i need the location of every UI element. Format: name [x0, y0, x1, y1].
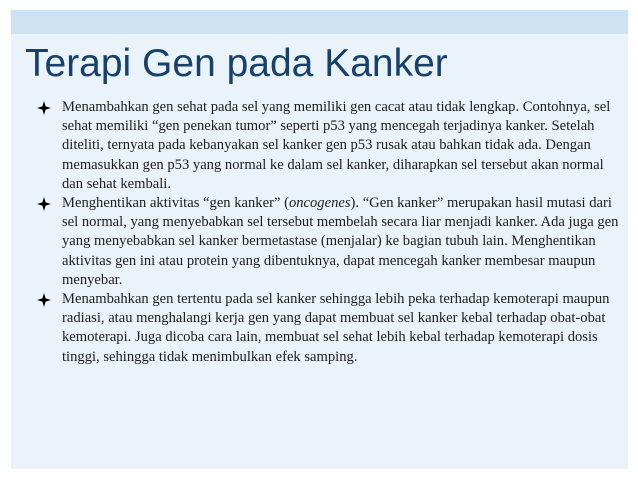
diamond-bullet-icon: [37, 101, 51, 115]
diamond-bullet-icon: [37, 293, 51, 307]
bullet-list: [34, 98, 622, 367]
top-band: [11, 10, 628, 34]
bullet-text: Menambahkan gen sehat pada sel yang memiliki gen cacat atau tidak lengkap. Contohnya, sel sehat memiliki “gen penekan tumor” seperti p53 yang mencegah terjadinya kanker. Setelah diteliti, ternyata pada kebanyakan sel kanker gen p53 rusak atau bahkan tidak ada. Dengan memasukkan gen p53 yang normal ke dalam sel kanker, diharapkan sel tersebut akan normal dan sehat kembali.: [62, 99, 611, 192]
bullet-item-1: [34, 98, 622, 194]
bullet-text-italic: oncogenes: [288, 195, 351, 212]
bullet-text: [62, 194, 622, 290]
bullet-item-3: [34, 290, 622, 367]
bullet-item-2: [34, 194, 622, 290]
diamond-bullet-icon: [37, 197, 51, 211]
bullet-text-part: Menghentikan aktivitas “gen kanker” (: [62, 195, 289, 212]
bullet-text: Menambahkan gen tertentu pada sel kanker sehingga lebih peka terhadap kemoterapi maupun radiasi, atau menghalangi kerja gen yang dapat membuat sel kanker kebal terhadap obat-obat kemoterapi. Juga dicoba cara lain, membuat sel sehat lebih kebal terhadap kemoterapi dosis tinggi, sehingga tidak menimbulkan efek samping.: [62, 291, 610, 365]
slide-title: Terapi Gen pada Kanker: [25, 42, 448, 85]
bullet-text-part: ). “Gen kanker” merupakan hasil mutasi dari sel normal, yang menyebabkan sel tersebut membelah secara liar menjadi kanker. Ada juga gen yang menyebabkan sel kanker bermetastase (menjalar) ke bagian tubuh lain. Menghentikan aktivitas gen ini atau protein yang dibentuknya, dapat mencegah kanker membesar maupun menyebar.: [62, 195, 619, 288]
